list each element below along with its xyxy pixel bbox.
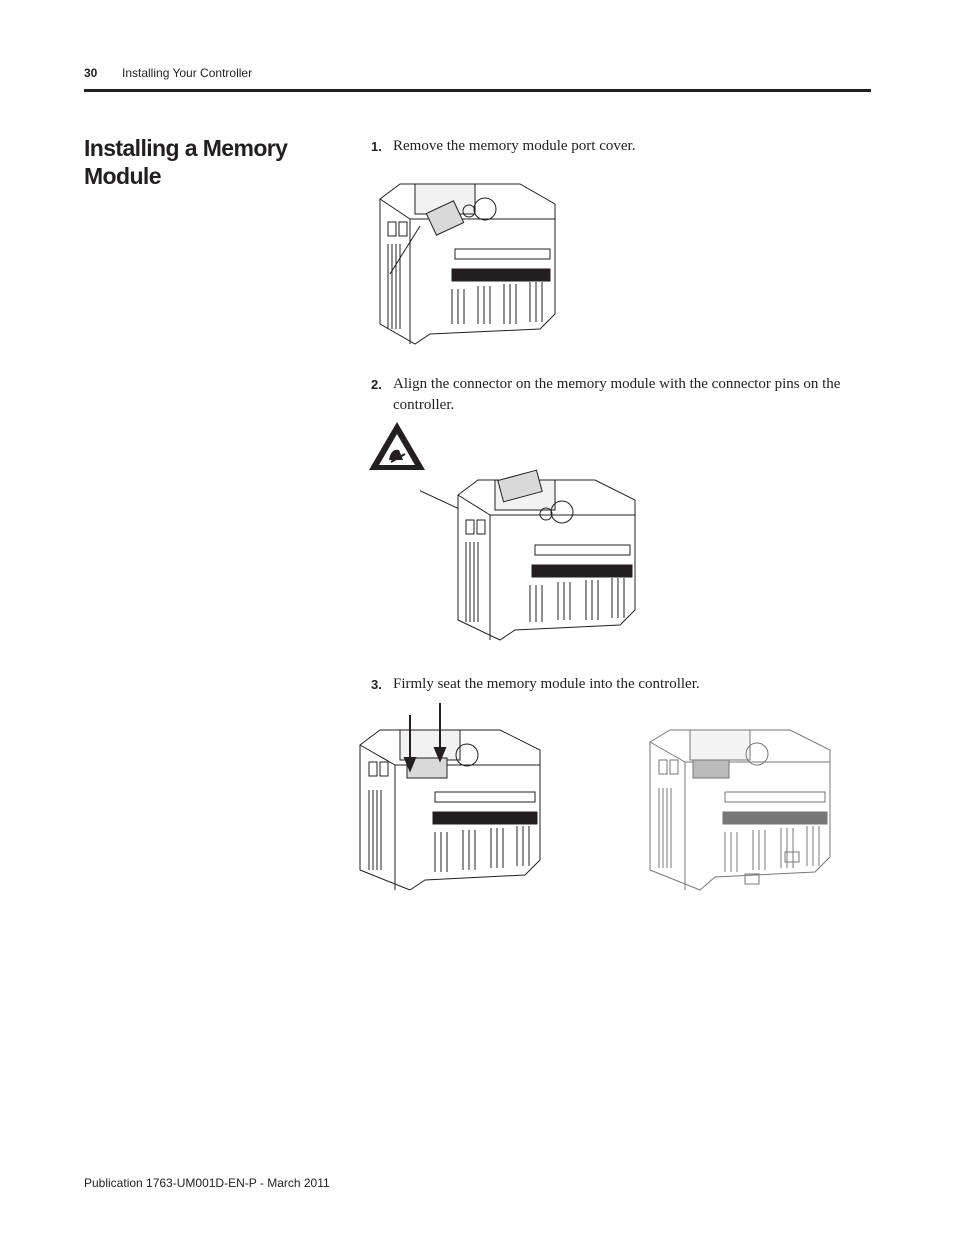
step-1-number: 1. xyxy=(371,139,382,154)
section-title: Installing a Memory Module xyxy=(84,135,288,189)
page-number: 30 xyxy=(84,66,98,80)
figure-module-seated xyxy=(645,702,845,897)
step-2 xyxy=(371,374,871,416)
step-3 xyxy=(371,674,871,695)
figure-seat-module xyxy=(355,700,555,895)
esd-warning-icon xyxy=(367,420,427,472)
step-3-text: Firmly seat the memory module into the controller. xyxy=(393,676,700,692)
running-header: Installing Your Controller xyxy=(122,66,253,80)
step-2-text: Align the connector on the memory module with the connector pins on the controller. xyxy=(393,376,841,413)
step-2-number: 2. xyxy=(371,377,382,392)
step-3-number: 3. xyxy=(371,677,382,692)
publication-footer: Publication 1763-UM001D-EN-P - March 2011 xyxy=(84,1176,330,1190)
figure-align-connector xyxy=(420,450,650,650)
step-1 xyxy=(371,136,871,157)
figure-remove-port-cover xyxy=(370,164,575,354)
header-rule xyxy=(84,89,871,92)
step-1-text: Remove the memory module port cover. xyxy=(393,138,636,154)
